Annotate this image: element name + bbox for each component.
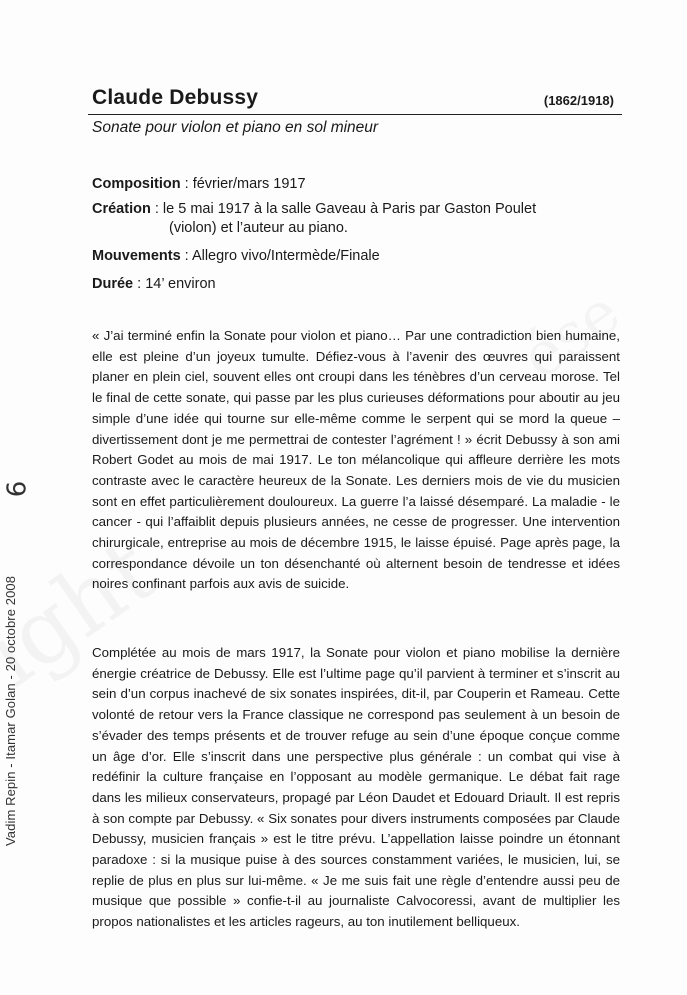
composer-dates: (1862/1918) <box>543 93 614 108</box>
sidebar-program-text: Vadim Repin - Itamar Golan - 20 octobre 2008 <box>3 575 18 846</box>
movements-label: Mouvements <box>92 248 181 264</box>
duration-label: Durée <box>92 276 134 292</box>
creation-label: Création <box>92 201 151 217</box>
duration-value: 14’ environ <box>145 276 216 292</box>
creation-value-1: le 5 mai 1917 à la salle Gaveau à Paris par Gaston Poulet <box>162 201 537 217</box>
movements-value: Allegro vivo/Intermède/Finale <box>191 248 380 264</box>
composition-label: Composition <box>92 176 181 192</box>
header-divider <box>88 114 622 115</box>
composition-value: février/mars 1917 <box>192 176 306 192</box>
duration-line: Durée : 14’ environ <box>92 276 216 292</box>
body-paragraph-2: Complétée au mois de mars 1917, la Sonate pour violon et piano mobilise la dernière énergie créatrice de Debussy. Elle est l’ultime page qu’il parvient à terminer et s’inscrit au sein d’un corpus inachevé de six sonates inspirées, dit-il, par Couperin et Rameau. Cette volonté de retour vers la France classique ne correspond pas seulement à un besoin de s’évader des temps présents et de trouver refuge au sein d’une époque conçue comme un âge d’or. Elle s’inscrit dans une perspective plus générale : un combat qui vise à redéfinir la culture française en l’opposant au modèle germanique. Le débat fait rage dans les milieux conservateurs, propagé par Léon Daudet et Edouard Driault. Il est repris à son compte par Debussy. « Six sonates pour divers instruments composées par Claude Debussy, musicien français » est le titre prévu. L’appellation laisse poindre un étonnant paradoxe : si la musique puise à des sources constamment variées, le musicien, lui, se replie de plus en plus sur lui-même. « Je me suis fait une règle d’entendre aussi peu de musique que possible » confie-t-il au journaliste Calvocoressi, avant de multiplier les propos nationalistes et les articles rageurs, au ton inutilement belliqueux. <box>92 645 620 930</box>
composer-name: Claude Debussy <box>92 86 259 109</box>
creation-value-2: (violon) et l’auteur au piano. <box>169 220 348 236</box>
page-number: 6 <box>2 480 33 498</box>
movements-line: Mouvements : Allegro vivo/Intermède/Finale <box>92 248 380 264</box>
creation-block: Création : le 5 mai 1917 à la salle Gaveau à Paris par Gaston Poulet (violon) et l’auteur au piano. <box>92 200 612 238</box>
work-title: Sonate pour violon et piano en sol mineur <box>92 119 379 136</box>
body-paragraph-1: « J’ai terminé enfin la Sonate pour violon et piano… Par une contradiction bien humaine, elle est pleine d’un joyeux tumulte. Défiez-vous à l’avenir des œuvres qui paraissent planer en plein ciel, souvent elles ont croupi dans les ténèbres d’un cerveau morose. Tel le final de cette sonate, qui passe par les plus curieuses déformations pour aboutir au jeu simple d’une idée qui tourne sur elle-même comme le serpent qui se mord la queue – divertissement dont je me permettrai de contester l’agrément ! » écrit Debussy à son ami Robert Godet au mois de mai 1917. Le ton mélancolique qui affleure derrière les mots contraste avec le caractère heureux de la Sonate. Les derniers mois de vie du musicien sont en effet particulièrement douloureux. La guerre l’a laissé désemparé. La maladie - le cancer - qui l’affaiblit depuis plusieurs années, ne cesse de progresser. Une intervention chirurgicale, entreprise au mois de décembre 1915, le laisse épuisé. Page après page, la correspondance dévoile un ton désenchanté où alternent besoin de tendresse et idées noires confinant parfois aux avis de suicide. <box>92 328 620 592</box>
composition-line: Composition : février/mars 1917 <box>92 176 306 192</box>
